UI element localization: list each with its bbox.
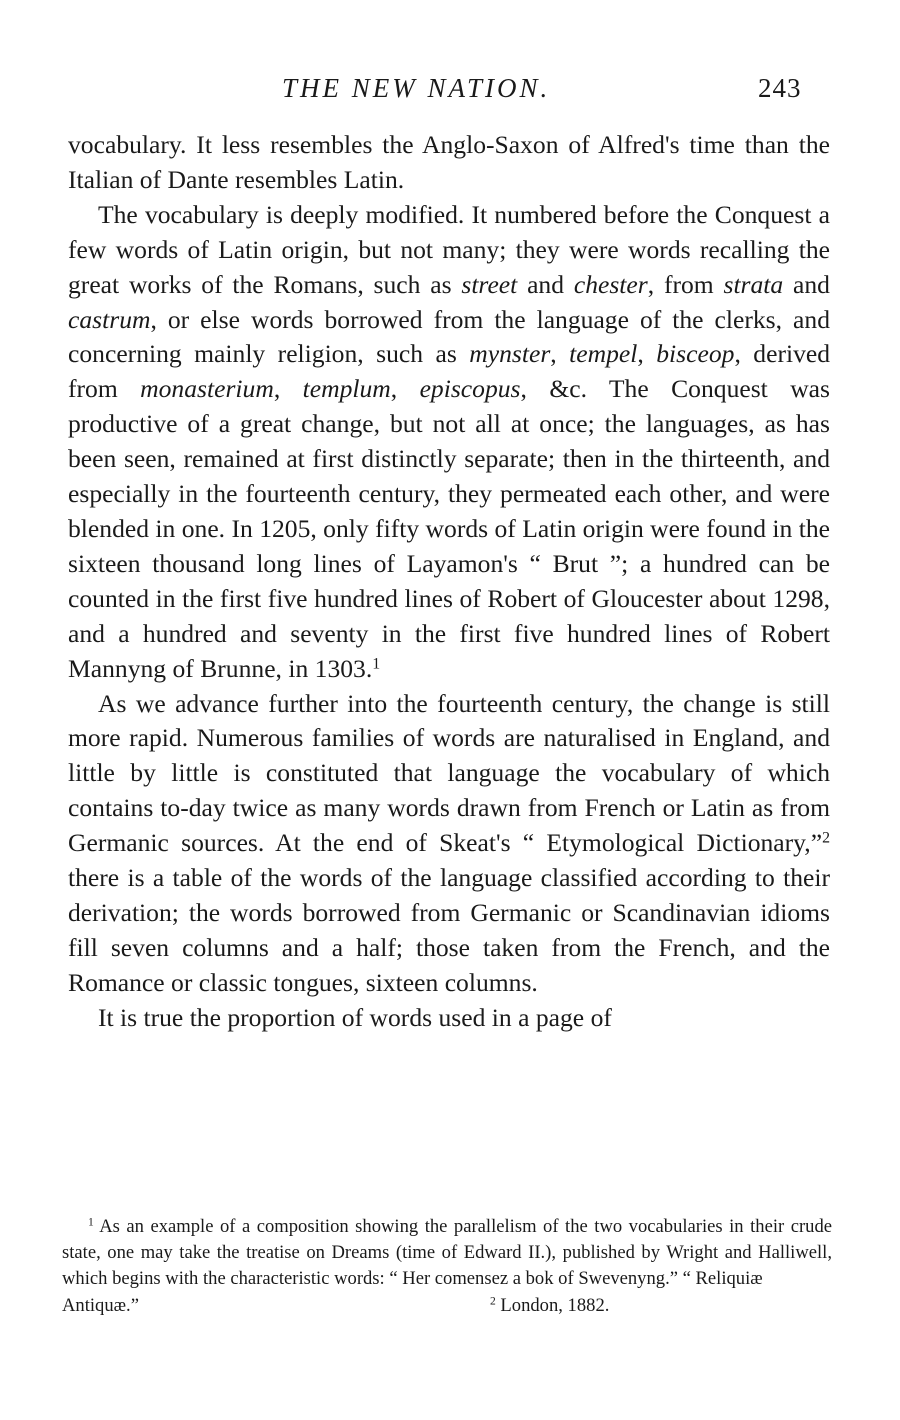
text-run: , derived from bbox=[68, 339, 831, 404]
text-run: and bbox=[783, 269, 830, 299]
footnotes bbox=[62, 1214, 832, 1319]
page-number: 243 bbox=[758, 73, 802, 103]
paragraph-proportion bbox=[68, 1001, 830, 1036]
text-run: , &c. The Conquest was productive of a great change, but not all at once; the languages, as has been seen, remained at first distinctly separate; then in the thirteenth, and especially in the fourteenth century, they permeated each other, and were blended in one. In 1205, only fifty words of Latin origin were found in the sixteen thousand long lines of Layamon's “ Brut ”; a hundred can be counted in the first five hundred lines of Robert of Gloucester about 1298, and a hundred and seventy in the first five hundred lines of Robert Mannyng of Brunne, in 1303. bbox=[68, 374, 830, 683]
text-run: , bbox=[390, 374, 420, 404]
text-run: vocabulary. It less resembles the Anglo-Saxon of Alfred's time than the Italian of Dante resembles Latin. bbox=[68, 130, 830, 194]
footnote-reference: 1 bbox=[372, 654, 381, 672]
italic-term: templum bbox=[302, 374, 391, 404]
italic-term: castrum bbox=[68, 304, 151, 334]
italic-term: mynster bbox=[469, 339, 551, 369]
text-run: , bbox=[637, 339, 657, 369]
footnote-1-tail: Antiquæ.” bbox=[62, 1294, 139, 1316]
italic-term: monasterium bbox=[140, 374, 274, 404]
running-title: THE NEW NATION. bbox=[282, 73, 551, 103]
text-run: , bbox=[273, 374, 303, 404]
text-run: , from bbox=[647, 269, 724, 299]
footnote-1-text: As an example of a composition showing the parallelism of the two vocabularies in their crude state, one may take the treatise on Dreams (time of Edward II.), published by Wright and Halliwell, which begins with the characteristic words: “ Her comensez a bok of Swevenyng.” “ Reliquiæ bbox=[62, 1216, 832, 1290]
footnote-reference: 2 bbox=[822, 829, 830, 847]
text-run: and bbox=[517, 269, 574, 299]
text-run: As we advance further into the fourteenth century, the change is still more rapid. Numerous families of words are naturalised in England, and little by little is constituted that language the vocabulary of which contains to-day twice as many words drawn from French or Latin as from Germanic sources. At the end of Skeat's “ Etymological Dictionary,” bbox=[68, 688, 830, 858]
paragraph-fourteenth-century bbox=[68, 687, 830, 1001]
italic-term: tempel bbox=[569, 339, 638, 369]
footnote-marker-1: 1 bbox=[88, 1216, 94, 1229]
italic-term: episcopus bbox=[419, 374, 521, 404]
text-run: , bbox=[550, 339, 570, 369]
footnote-marker-2: 2 bbox=[490, 1295, 496, 1308]
paragraph-vocabulary bbox=[68, 198, 830, 687]
footnote-2-text: London, 1882. bbox=[500, 1294, 610, 1316]
footnote-1 bbox=[62, 1214, 832, 1293]
italic-term: bisceop bbox=[656, 339, 735, 369]
text-run: , or else words borrowed from the language of the clerks, and concerning mainly religion, such as bbox=[68, 304, 830, 369]
body-text bbox=[68, 128, 830, 1036]
italic-term: street bbox=[461, 269, 518, 299]
italic-term: strata bbox=[723, 269, 784, 299]
italic-term: chester bbox=[573, 269, 648, 299]
footnote-2 bbox=[490, 1293, 609, 1319]
running-head bbox=[0, 68, 900, 108]
text-run: It is true the proportion of words used in a page of bbox=[98, 1002, 612, 1032]
text-run: The vocabulary is deeply modified. It numbered before the Conquest a few words of Latin origin, but not many; they were words recalling the great works of the Romans, such as bbox=[68, 199, 830, 299]
paragraph-continuation bbox=[68, 128, 830, 198]
footnote-tail-line bbox=[62, 1293, 832, 1319]
text-run: there is a table of the words of the language classified according to their derivation; the words borrowed from Germanic or Scandinavian idioms fill seven columns and a half; those taken from the French, and the Romance or classic tongues, sixteen columns. bbox=[68, 863, 830, 997]
